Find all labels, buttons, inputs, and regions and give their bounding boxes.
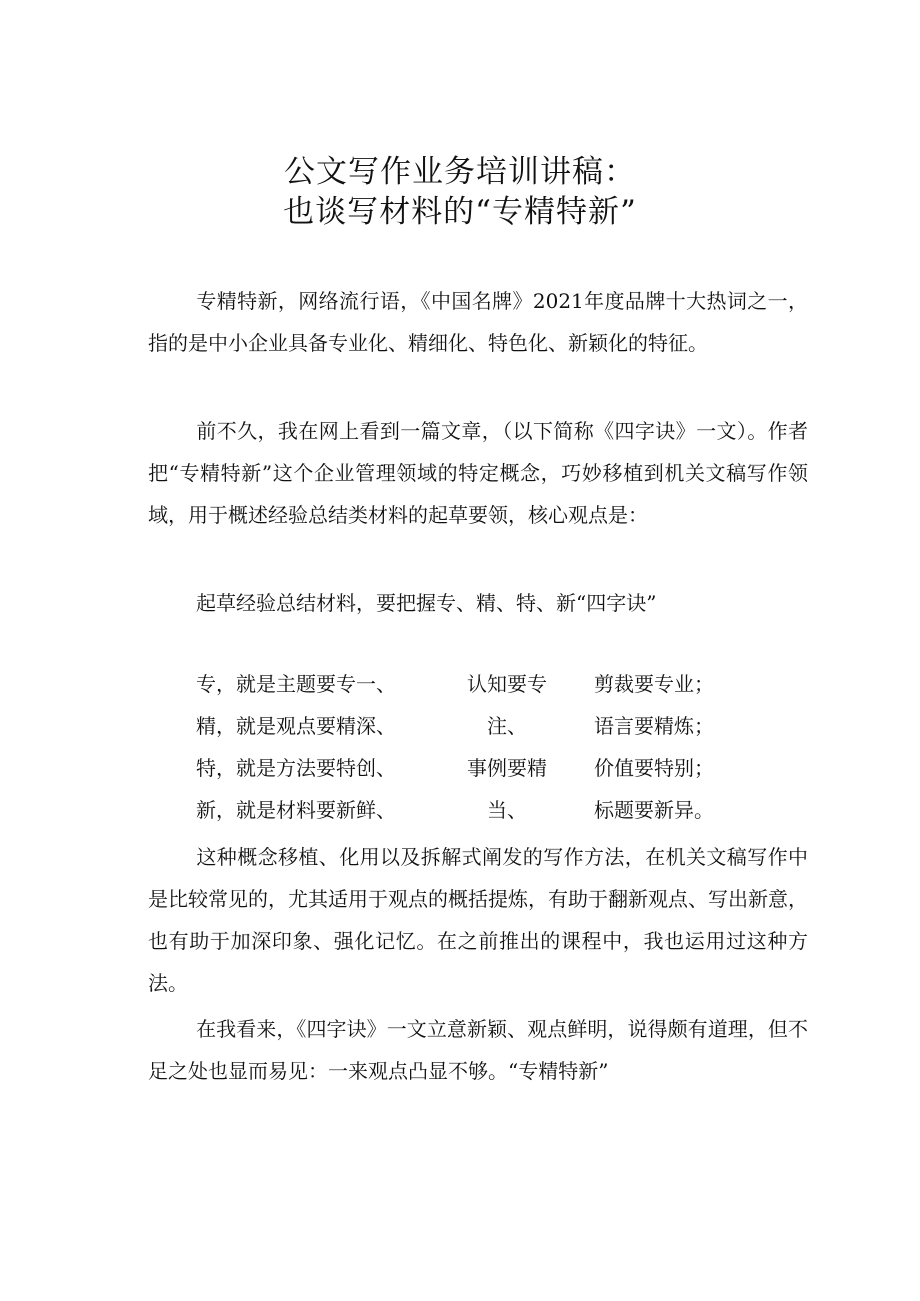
four-character-list — [196, 663, 816, 831]
paragraph-core-point — [148, 582, 808, 624]
list-row-te — [196, 747, 816, 789]
list-row-xin — [196, 789, 816, 831]
document-title-line2: 也谈写材料的“专精特新” — [283, 194, 637, 230]
paragraph-method-comment — [148, 836, 808, 1004]
paragraph-text: 前不久，我在网上看到一篇文章，（以下简称《四字诀》一文）。作者把“专精特新”这个企业管理领域的特定概念，巧妙移植到机关文稿写作领域，用于概述经验总结类材料的起草要领，核心观点是： — [148, 419, 808, 527]
paragraph-text: 在我看来，《四字诀》一文立意新颖、观点鲜明，说得颇有道理，但不足之处也显而易见：一来观点凸显不够。“专精特新” — [148, 1017, 808, 1083]
document-title-line1: 公文写作业务培训讲稿： — [284, 154, 636, 190]
row-main-text: 精，就是观点要精深、 — [196, 714, 396, 738]
paragraph-text: 起草经验总结材料，要把握专、精、特、新“四字诀” — [196, 591, 657, 615]
row-middle-text: 当、 — [467, 798, 527, 822]
paragraph-evaluation — [148, 1008, 808, 1092]
row-middle-text: 注、 — [467, 714, 527, 738]
row-end-text: 语言要精炼； — [594, 714, 714, 738]
row-end-text: 价值要特别； — [594, 756, 714, 780]
row-end-text: 剪裁要专业； — [594, 672, 714, 696]
paragraph-text: 这种概念移植、化用以及拆解式阐发的写作方法，在机关文稿写作中是比较常见的，尤其适用于观点的概括提炼，有助于翻新观点、写出新意，也有助于加深印象、强化记忆。在之前推出的课程中，我也运用过这种方法。 — [148, 845, 808, 995]
row-middle-text: 认知要专 — [467, 672, 547, 696]
row-main-text: 新，就是材料要新鲜、 — [196, 798, 396, 822]
row-end-text: 标题要新异。 — [594, 798, 714, 822]
row-main-text: 特，就是方法要特创、 — [196, 756, 396, 780]
paragraph-text: 专精特新，网络流行语，《中国名牌》2021年度品牌十大热词之一，指的是中小企业具备专业化、精细化、特色化、新颖化的特征。 — [148, 289, 808, 355]
paragraph-definition — [148, 280, 808, 364]
paragraph-article-intro — [148, 410, 808, 536]
list-row-jing — [196, 705, 816, 747]
row-main-text: 专，就是主题要专一、 — [196, 672, 396, 696]
list-row-zhuan — [196, 663, 816, 705]
row-middle-text: 事例要精 — [467, 756, 547, 780]
